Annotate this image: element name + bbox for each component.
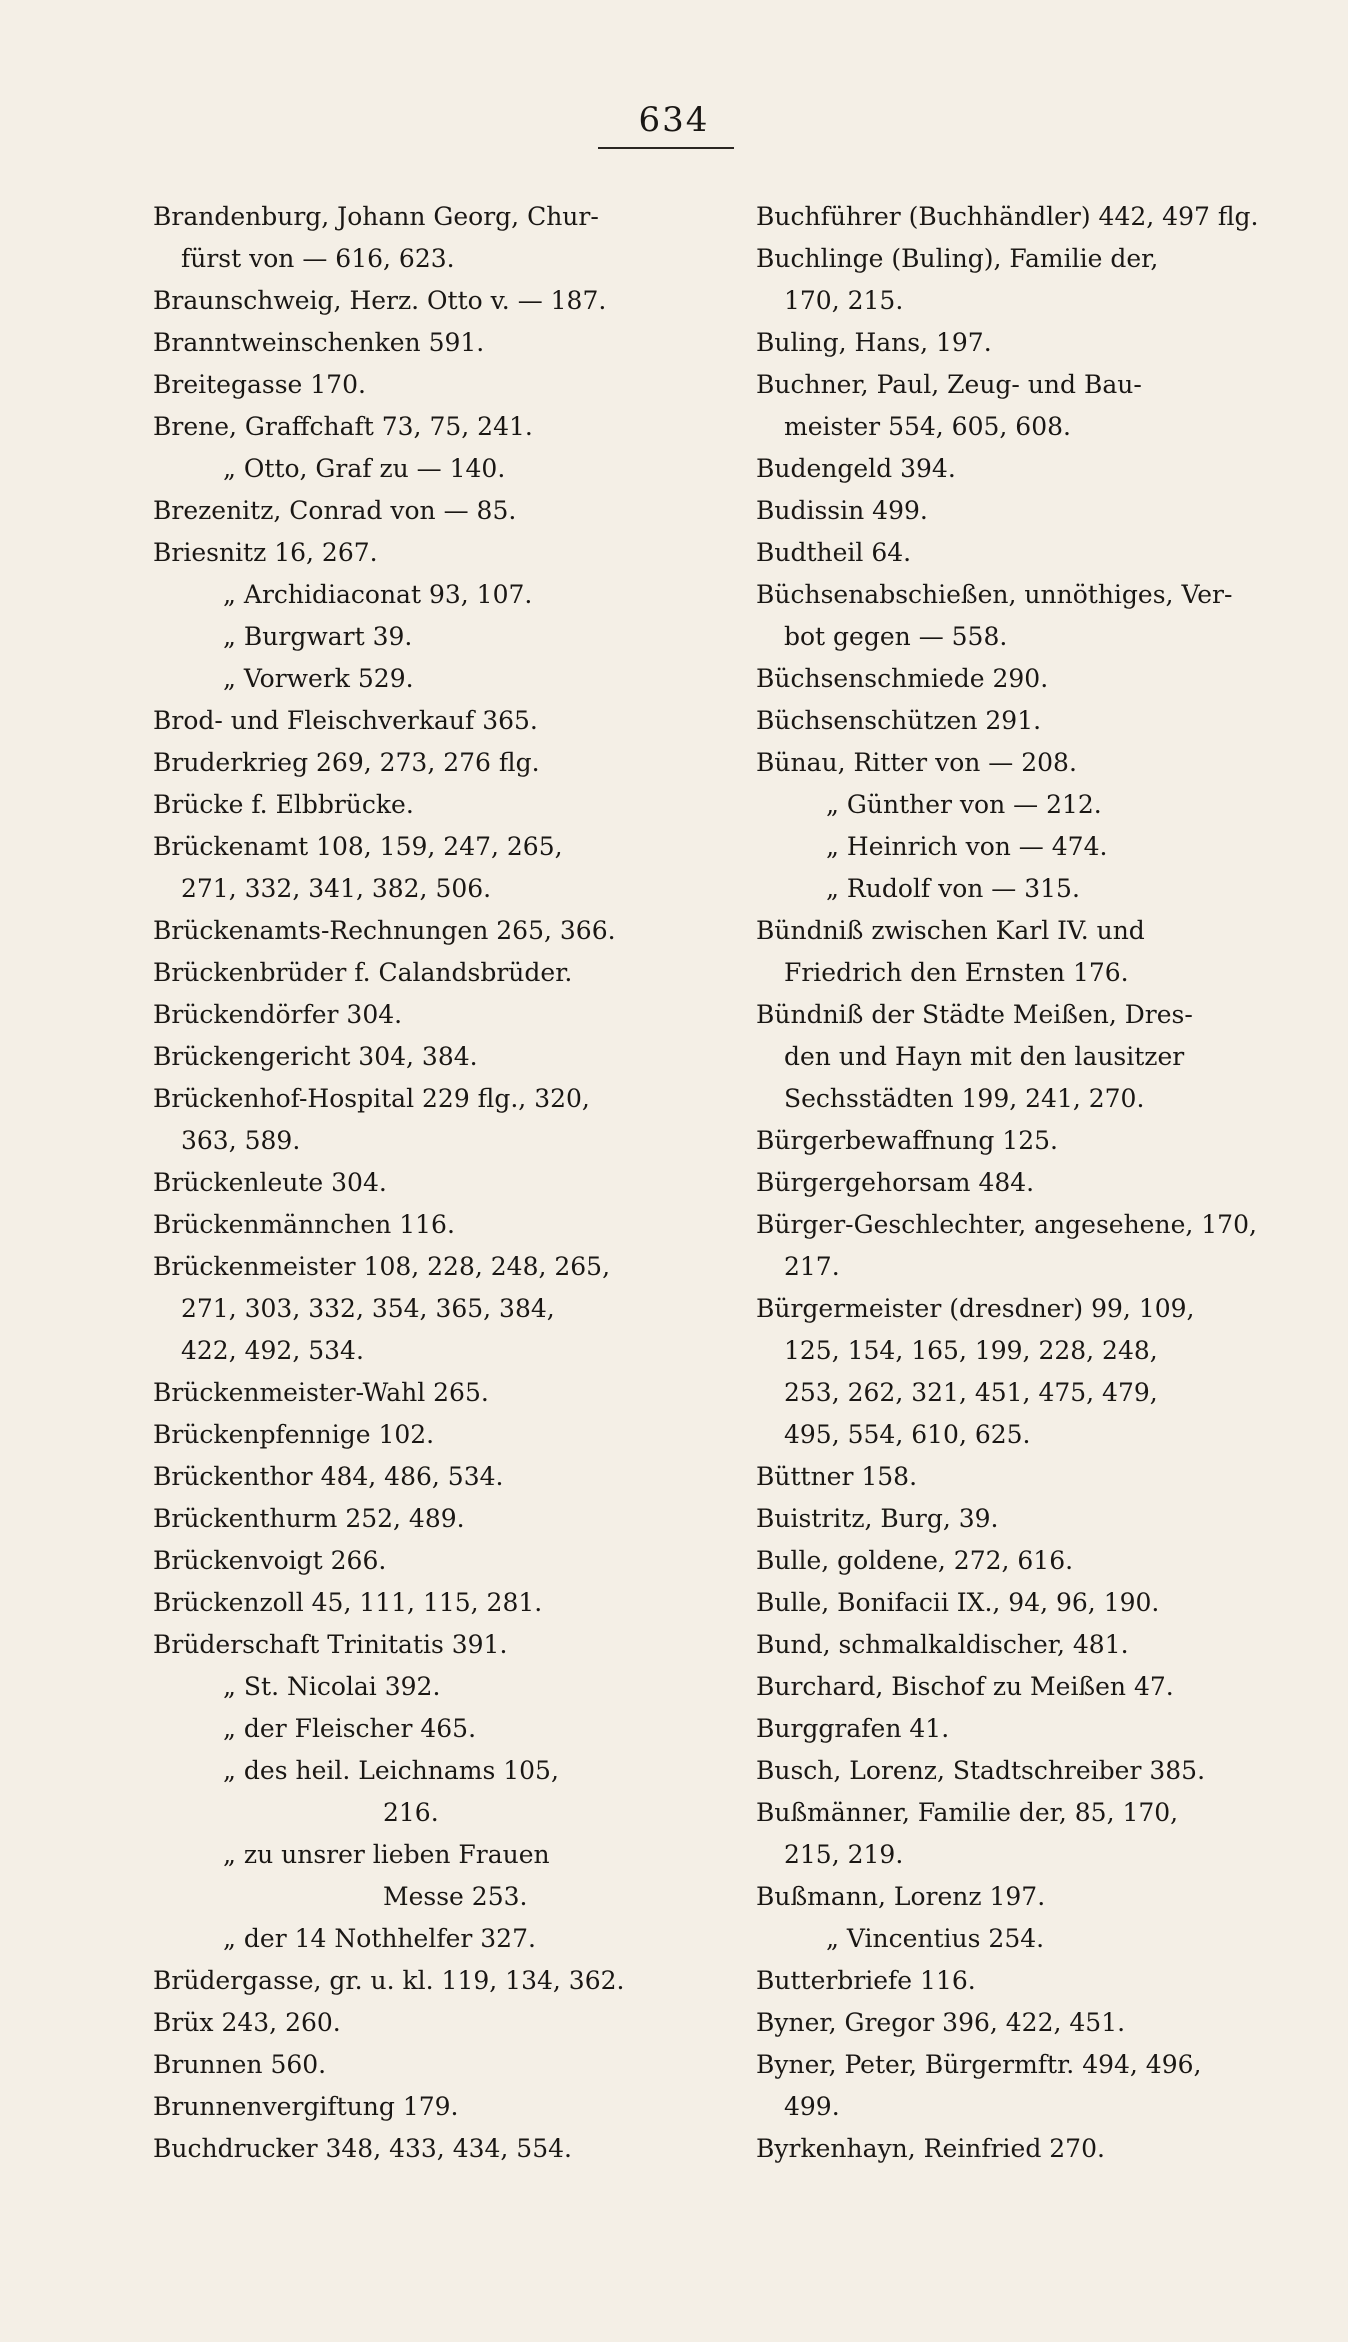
index-entry-line: Brückenamts-Rechnungen 265, 366. [153,916,616,945]
index-entry-line: Bündniß zwischen Karl IV. und [756,916,1145,945]
index-entry-line: Byrkenhayn, Reinfried 270. [756,2134,1105,2163]
index-entry-line: 216. [383,1798,439,1827]
index-entry-line: Brückendörfer 304. [153,1000,403,1029]
index-entry-line: „ Vorwerk 529. [223,664,414,693]
index-entry-line: 363, 589. [181,1126,301,1155]
index-entry-line: Byner, Gregor 396, 422, 451. [756,2008,1126,2037]
index-entry-line: Brückenbrüder f. Calandsbrüder. [153,958,573,987]
index-entry-line: Brückenmeister-Wahl 265. [153,1378,489,1407]
index-entry-line: Buistritz, Burg, 39. [756,1504,999,1533]
index-entry-line: Bußmänner, Familie der, 85, 170, [756,1798,1179,1827]
index-entry-line: Brückenpfennige 102. [153,1420,435,1449]
index-entry-line: Brod- und Fleischverkauf 365. [153,706,538,735]
index-entry-line: Bußmann, Lorenz 197. [756,1882,1046,1911]
index-entry-line: Brückenvoigt 266. [153,1546,387,1575]
index-entry-line: „ zu unsrer lieben Frauen [223,1840,550,1869]
index-entry-line: Budtheil 64. [756,538,912,567]
index-entry-line: Brandenburg, Johann Georg, Chur- [153,202,599,231]
index-entry-line: Brückenmännchen 116. [153,1210,455,1239]
index-entry-line: Friedrich den Ernsten 176. [784,958,1129,987]
index-entry-line: Buchführer (Buchhändler) 442, 497 flg. [756,202,1259,231]
index-entry-line: Brückenmeister 108, 228, 248, 265, [153,1252,611,1281]
index-entry-line: 170, 215. [784,286,904,315]
index-entry-line: bot gegen — 558. [784,622,1008,651]
index-entry-line: Brezenitz, Conrad von — 85. [153,496,517,525]
index-entry-line: fürst von — 616, 623. [181,244,455,273]
index-entry-line: „ Rudolf von — 315. [826,874,1080,903]
index-entry-line: Brückenhof-Hospital 229 flg., 320, [153,1084,590,1113]
index-entry-line: 215, 219. [784,1840,904,1869]
index-entry-line: Brückengericht 304, 384. [153,1042,478,1071]
index-entry-line: 499. [784,2092,840,2121]
index-entry-line: Brückenamt 108, 159, 247, 265, [153,832,563,861]
index-entry-line: „ St. Nicolai 392. [223,1672,441,1701]
index-entry-line: Büchsenschmiede 290. [756,664,1049,693]
index-entry-line: Budengeld 394. [756,454,956,483]
page-number: 634 [638,100,710,140]
index-entry-line: Breitegasse 170. [153,370,366,399]
index-entry-line: Bruderkrieg 269, 273, 276 flg. [153,748,540,777]
index-column-right [756,196,1296,2170]
index-entry-line: Brückenzoll 45, 111, 115, 281. [153,1588,543,1617]
index-entry-line: Buchdrucker 348, 433, 434, 554. [153,2134,572,2163]
index-entry-line: „ der Fleischer 465. [223,1714,477,1743]
index-entry-line: den und Hayn mit den lausitzer [784,1042,1185,1071]
header-rule [598,147,734,149]
index-entry-line: Brene, Graffchaft 73, 75, 241. [153,412,533,441]
index-entry-line: Buchner, Paul, Zeug- und Bau- [756,370,1142,399]
index-entry-line: Brunnenvergiftung 179. [153,2092,459,2121]
index-entry-line: Branntweinschenken 591. [153,328,485,357]
index-entry-line: Butterbriefe 116. [756,1966,976,1995]
index-entry-line: Büchsenabschießen, unnöthiges, Ver- [756,580,1233,609]
index-entry-line: 125, 154, 165, 199, 228, 248, [784,1336,1158,1365]
index-entry-line: Bulle, Bonifacii IX., 94, 96, 190. [756,1588,1160,1617]
index-entry-line: „ der 14 Nothhelfer 327. [223,1924,536,1953]
index-entry-line: Messe 253. [383,1882,528,1911]
index-entry-line: Sechsstädten 199, 241, 270. [784,1084,1145,1113]
index-entry-line: Busch, Lorenz, Stadtschreiber 385. [756,1756,1206,1785]
index-entry-line: Budissin 499. [756,496,928,525]
page-header [0,100,1348,140]
index-entry-line: Byner, Peter, Bürgermftr. 494, 496, [756,2050,1202,2079]
index-entry-line: 271, 303, 332, 354, 365, 384, [181,1294,555,1323]
index-entry-line: Bürgergehorsam 484. [756,1168,1035,1197]
index-entry-line: Büttner 158. [756,1462,918,1491]
index-entry-line: 271, 332, 341, 382, 506. [181,874,492,903]
index-column-left [153,196,693,2170]
index-entry-line: „ des heil. Leichnams 105, [223,1756,559,1785]
index-entry-line: Burggrafen 41. [756,1714,950,1743]
index-entry-line: Brücke f. Elbbrücke. [153,790,414,819]
index-entry-line: 495, 554, 610, 625. [784,1420,1031,1449]
index-entry-line: 253, 262, 321, 451, 475, 479, [784,1378,1158,1407]
index-entry-line: „ Burgwart 39. [223,622,413,651]
index-entry-line: Burchard, Bischof zu Meißen 47. [756,1672,1174,1701]
index-entry-line: Buling, Hans, 197. [756,328,992,357]
index-entry-line: Brückenthor 484, 486, 534. [153,1462,504,1491]
index-entry-line: 217. [784,1252,840,1281]
index-entry-line: „ Vincentius 254. [826,1924,1045,1953]
index-entry-line: Bulle, goldene, 272, 616. [756,1546,1074,1575]
index-entry-line: 422, 492, 534. [181,1336,364,1365]
index-entry-line: „ Otto, Graf zu — 140. [223,454,506,483]
index-entry-line: Bündniß der Städte Meißen, Dres- [756,1000,1193,1029]
index-entry-line: Braunschweig, Herz. Otto v. — 187. [153,286,607,315]
index-entry-line: Bürgermeister (dresdner) 99, 109, [756,1294,1195,1323]
index-entry-line: Brüdergasse, gr. u. kl. 119, 134, 362. [153,1966,625,1995]
index-entry-line: Brunnen 560. [153,2050,327,2079]
index-entry-line: „ Günther von — 212. [826,790,1102,819]
index-entry-line: Bürger-Geschlechter, angesehene, 170, [756,1210,1257,1239]
index-entry-line: Brüderschaft Trinitatis 391. [153,1630,508,1659]
index-entry-line: Bünau, Ritter von — 208. [756,748,1077,777]
index-entry-line: Bürgerbewaffnung 125. [756,1126,1058,1155]
index-entry-line: „ Heinrich von — 474. [826,832,1108,861]
index-entry-line: Büchsenschützen 291. [756,706,1042,735]
index-entry-line: Buchlinge (Buling), Familie der, [756,244,1159,273]
index-entry-line: Brüx 243, 260. [153,2008,341,2037]
index-entry-line: Briesnitz 16, 267. [153,538,378,567]
index-entry-line: Brückenthurm 252, 489. [153,1504,465,1533]
index-entry-line: meister 554, 605, 608. [784,412,1071,441]
index-entry-line: „ Archidiaconat 93, 107. [223,580,533,609]
index-entry-line: Bund, schmalkaldischer, 481. [756,1630,1129,1659]
index-entry-line: Brückenleute 304. [153,1168,387,1197]
